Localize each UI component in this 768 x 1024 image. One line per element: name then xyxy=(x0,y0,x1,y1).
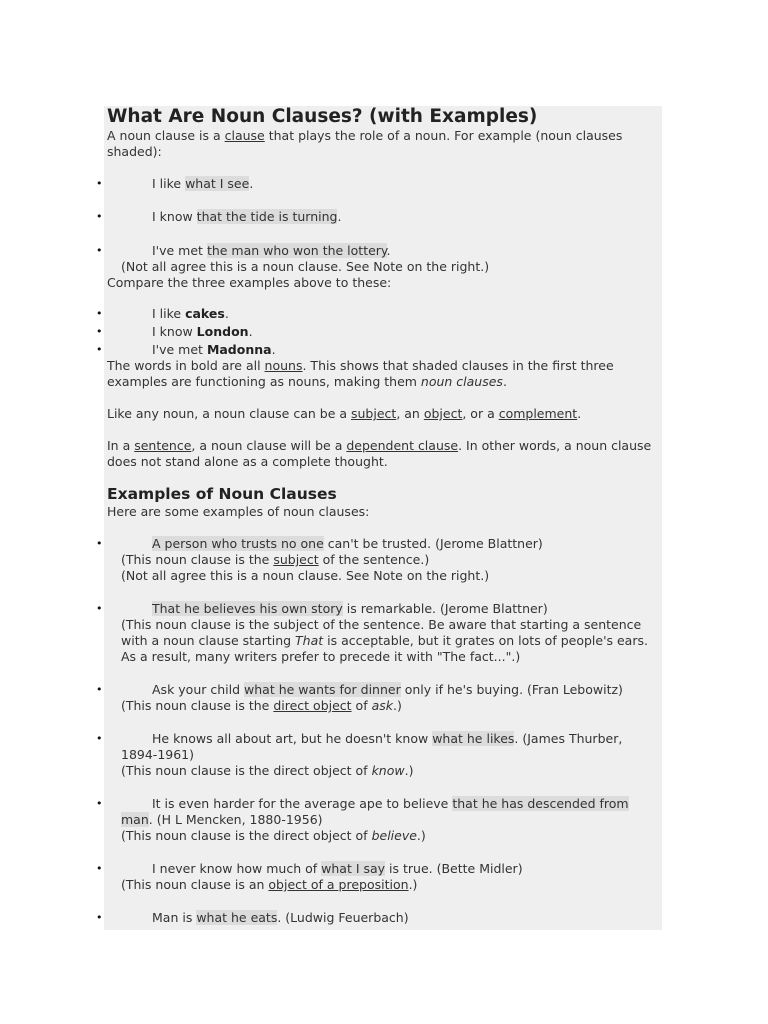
like-any-noun-paragraph: Like any noun, a noun clause can be a subject, an object, or a complement. xyxy=(107,406,582,421)
sentence-paragraph: In a sentence, a noun clause will be a dependent clause. In other words, a noun clause does not stand alone as a complete thought. xyxy=(107,438,652,469)
list-item: • I've met the man who won the lottery. (Not all agree this is a noun clause. See Note on the right.) xyxy=(107,243,659,275)
clause-note: (This noun clause is an object of a preposition.) xyxy=(121,877,418,892)
clause-note: (Not all agree this is a noun clause. See Note on the right.) xyxy=(121,568,490,583)
intro-paragraph: A noun clause is a clause that plays the role of a noun. For example (noun clauses shaded): xyxy=(107,128,623,159)
clause-link[interactable]: clause xyxy=(224,128,265,143)
list-item: • Man is what he eats. (Ludwig Feuerbach) xyxy=(96,910,409,925)
noun-clause-highlight: what I say xyxy=(321,861,386,876)
list-item: • I know that the tide is turning. xyxy=(96,209,342,224)
list-item: • I never know how much of what I say is true. (Bette Midler) (This noun clause is an object of a preposition.) xyxy=(107,861,659,893)
bullet-icon: • xyxy=(96,210,103,223)
bullet-icon: • xyxy=(96,732,103,745)
list-item: • I know London. xyxy=(96,324,253,339)
bullet-icon: • xyxy=(96,537,103,550)
bullet-icon: • xyxy=(96,683,103,696)
list-item: • Ask your child what he wants for dinner only if he's buying. (Fran Lebowitz) (This noun clause is the direct object of ask.) xyxy=(107,682,659,714)
shaded-examples-list xyxy=(96,176,659,275)
bullet-icon: • xyxy=(96,307,103,320)
noun-clause-highlight: what he eats xyxy=(196,910,278,925)
noun-clause-highlight: A person who trusts no one xyxy=(152,536,324,551)
document-content xyxy=(96,106,659,926)
object-of-preposition-link[interactable]: object of a preposition xyxy=(268,877,409,892)
clause-note: (Not all agree this is a noun clause. See Note on the right.) xyxy=(121,259,490,274)
bold-examples-list xyxy=(96,306,659,358)
bullet-icon: • xyxy=(96,343,103,356)
dependent-clause-link[interactable]: dependent clause xyxy=(346,438,459,453)
direct-object-link[interactable]: direct object xyxy=(273,698,352,713)
nouns-link[interactable]: nouns xyxy=(264,358,303,373)
noun-clause-highlight: what he likes xyxy=(432,731,515,746)
clause-note: (This noun clause is the direct object of know.) xyxy=(121,763,414,778)
clause-note: (This noun clause is the direct object of believe.) xyxy=(121,828,426,843)
bold-noun: cakes xyxy=(185,306,225,321)
page-title: What Are Noun Clauses? (with Examples) xyxy=(107,106,538,127)
list-item: • I like cakes. xyxy=(96,306,229,321)
list-item: • He knows all about art, but he doesn't know what he likes. (James Thurber, 1894-1961) (This noun clause is the direct object of know.) xyxy=(107,731,659,779)
nouns-paragraph: The words in bold are all nouns. This shows that shaded clauses in the first three examples are functioning as nouns, making them noun clauses. xyxy=(107,358,614,389)
noun-clause-highlight: what he wants for dinner xyxy=(244,682,401,697)
list-item: • I've met Madonna. xyxy=(96,342,276,357)
bold-noun: London xyxy=(196,324,249,339)
bullet-icon: • xyxy=(96,177,103,190)
bullet-icon: • xyxy=(96,602,103,615)
clause-note: (This noun clause is the subject of the sentence.) xyxy=(121,552,430,567)
section-intro: Here are some examples of noun clauses: xyxy=(107,504,370,519)
bullet-icon: • xyxy=(96,797,103,810)
bullet-icon: • xyxy=(96,862,103,875)
section-title: Examples of Noun Clauses xyxy=(107,485,337,503)
clause-note: (This noun clause is the subject of the sentence. Be aware that starting a sentence with a noun clause starting That is acceptable, but it grates on lots of people's ears. As a result, many writers prefer to precede it with "The fact...".) xyxy=(121,617,648,664)
noun-clause-highlight: what I see xyxy=(185,176,250,191)
list-item: • I like what I see. xyxy=(96,176,254,191)
complement-link[interactable]: complement xyxy=(498,406,578,421)
clause-note: (This noun clause is the direct object of ask.) xyxy=(121,698,402,713)
bullet-icon: • xyxy=(96,244,103,257)
compare-text: Compare the three examples above to these: xyxy=(107,275,392,290)
noun-clause-highlight: that he has descended from man xyxy=(121,796,629,827)
bullet-icon: • xyxy=(96,325,103,338)
list-item: • A person who trusts no one can't be trusted. (Jerome Blattner) (This noun clause is the subject of the sentence.) (Not all agree this is a noun clause. See Note on the right.) xyxy=(107,536,659,584)
subject-link[interactable]: subject xyxy=(273,552,319,567)
list-item: • That he believes his own story is remarkable. (Jerome Blattner) (This noun clause is the subject of the sentence. Be aware that starting a sentence with a noun clause starting That is acceptable, but it grates on lots of people's ears. As a result, many writers prefer to precede it with "The fact...".) xyxy=(107,601,659,665)
noun-clause-highlight: That he believes his own story xyxy=(152,601,343,616)
list-item: • It is even harder for the average ape to believe that he has descended from man. (H L Mencken, 1880-1956) (This noun clause is the direct object of believe.) xyxy=(107,796,659,844)
bold-noun: Madonna xyxy=(206,342,272,357)
object-link[interactable]: object xyxy=(423,406,463,421)
bullet-icon: • xyxy=(96,911,103,924)
noun-clause-highlight: that the tide is turning xyxy=(196,209,338,224)
noun-clause-highlight: the man who won the lottery xyxy=(206,243,387,258)
sentence-link[interactable]: sentence xyxy=(134,438,192,453)
subject-link[interactable]: subject xyxy=(351,406,397,421)
noun-clause-examples-list xyxy=(96,536,659,926)
